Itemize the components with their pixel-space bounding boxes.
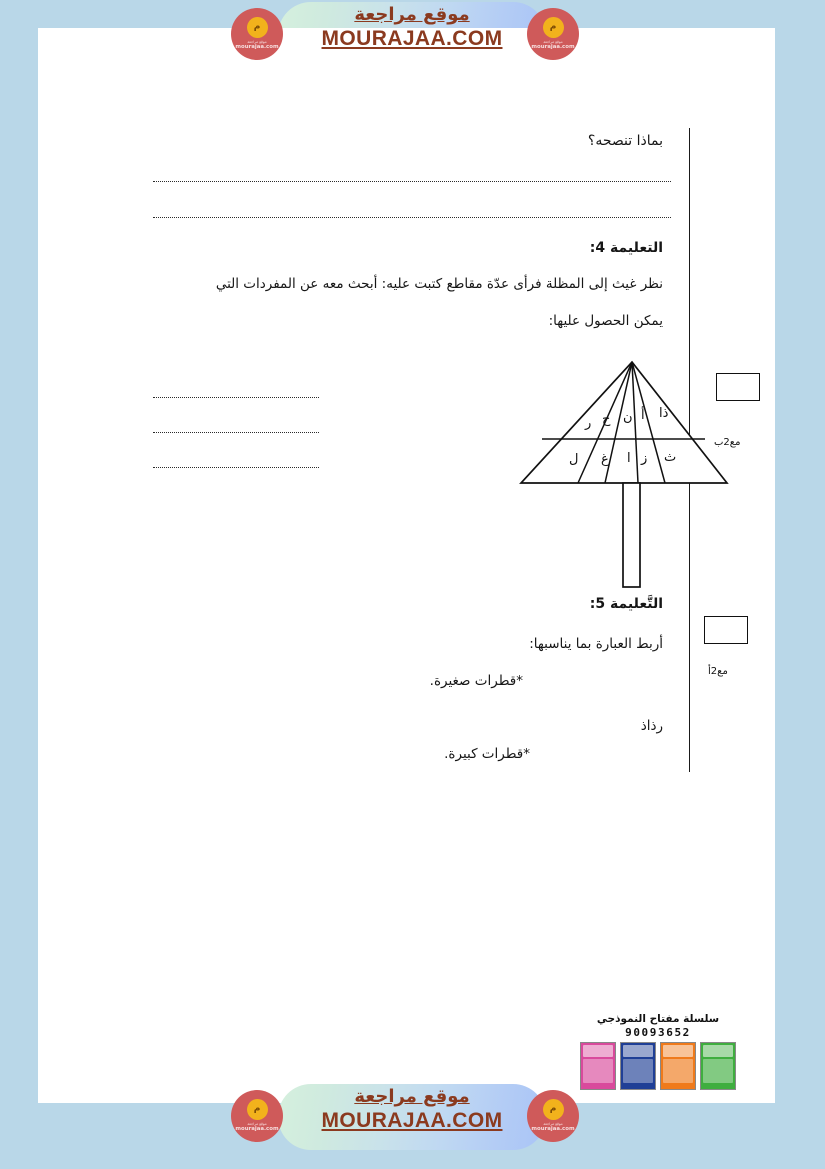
umbrella-letter-bottom-5: ل: [569, 452, 579, 467]
badge-domain-subtitle: mourajaa.com: [531, 44, 575, 51]
instruction-5-word-radhadh[interactable]: رذاذ: [640, 718, 663, 734]
answer-line-1: [153, 181, 671, 182]
book-icon: م: [543, 1099, 564, 1120]
book-series-advertisement: [558, 1013, 758, 1090]
instruction-4-answer-line-2: [153, 432, 319, 433]
umbrella-svg: [475, 344, 735, 594]
book-cover-header: [663, 1045, 693, 1057]
instruction-5-option-small-drops[interactable]: *قطرات صغيرة.: [429, 673, 523, 689]
book-icon: م: [543, 17, 564, 38]
umbrella-diagram: [475, 344, 735, 599]
mourajaa-logo-badge-left: [231, 1090, 283, 1142]
book-icon: م: [247, 1099, 268, 1120]
instruction-5-body: أربط العبارة بما يناسبها:: [529, 636, 663, 652]
umbrella-letter-bottom-4: غ: [601, 452, 609, 467]
book-cover-header: [703, 1045, 733, 1057]
instruction-4-answer-line-1: [153, 397, 319, 398]
badge-domain-subtitle: mourajaa.com: [531, 1126, 575, 1133]
book-cover-body: [623, 1059, 653, 1083]
score-box-mark-2b[interactable]: [716, 373, 760, 401]
instruction-4-heading: التعليمة 4:: [589, 240, 663, 256]
umbrella-letter-top-1: ذا: [659, 406, 669, 421]
badge-arabic-subtitle: موقع مراجعة: [543, 40, 563, 45]
series-phone-number: 90093652: [625, 1026, 691, 1039]
question-prompt: بماذا تنصحه؟: [587, 133, 663, 149]
book-cover-body: [703, 1059, 733, 1083]
instruction-5-option-large-drops[interactable]: *قطرات كبيرة.: [444, 746, 530, 762]
series-title: سلسلة مفتاح النموذجي: [596, 1013, 720, 1025]
score-label-mark-2a: مع2أ: [708, 666, 728, 677]
badge-domain-subtitle: mourajaa.com: [235, 44, 279, 51]
book-cover-body: [583, 1059, 613, 1083]
promo-arabic-title: موقع مراجعة: [354, 1086, 470, 1107]
umbrella-letter-bottom-2: ز: [641, 451, 648, 466]
book-cover-body: [663, 1059, 693, 1083]
promo-arabic-title: موقع مراجعة: [354, 4, 470, 25]
badge-domain-subtitle: mourajaa.com: [235, 1126, 279, 1133]
umbrella-letter-bottom-1: ث: [664, 450, 677, 465]
book-icon: م: [247, 17, 268, 38]
instruction-4-answer-line-3: [153, 467, 319, 468]
umbrella-letter-top-5: ر: [585, 416, 592, 431]
book-cover-header: [623, 1045, 653, 1057]
umbrella-letter-bottom-3: ا: [627, 451, 631, 466]
book-cover-header: [583, 1045, 613, 1057]
score-label-mark-2b: مع2ب: [714, 437, 741, 448]
instruction-4-body-line-2: يمكن الحصول عليها:: [548, 313, 663, 329]
mourajaa-logo-badge-right: [527, 1090, 579, 1142]
umbrella-letter-top-4: ح: [602, 412, 611, 427]
promo-text-group: [278, 5, 546, 51]
umbrella-letter-top-3: ن: [623, 410, 633, 425]
instruction-5-heading: التَّعليمة 5:: [589, 596, 663, 612]
badge-arabic-subtitle: موقع مراجعة: [247, 1122, 267, 1127]
answer-line-2: [153, 217, 671, 218]
promo-domain-link[interactable]: MOURAJAA.COM: [321, 27, 503, 51]
badge-arabic-subtitle: موقع مراجعة: [247, 40, 267, 45]
promo-text-group: [278, 1087, 546, 1133]
mourajaa-logo-badge-right: [527, 8, 579, 60]
badge-arabic-subtitle: موقع مراجعة: [543, 1122, 563, 1127]
worksheet-page: [38, 28, 775, 1103]
score-box-mark-2a[interactable]: [704, 616, 748, 644]
bottom-promo-banner: [0, 1082, 825, 1154]
promo-domain-link[interactable]: MOURAJAA.COM: [321, 1109, 503, 1133]
umbrella-letter-top-2: أ: [641, 408, 645, 423]
instruction-4-body-line-1: نظر غيث إلى المظلة فرأى عدّة مقاطع كتبت عليه: أبحث معه عن المفردات التي: [215, 276, 663, 292]
mourajaa-logo-badge-left: [231, 8, 283, 60]
